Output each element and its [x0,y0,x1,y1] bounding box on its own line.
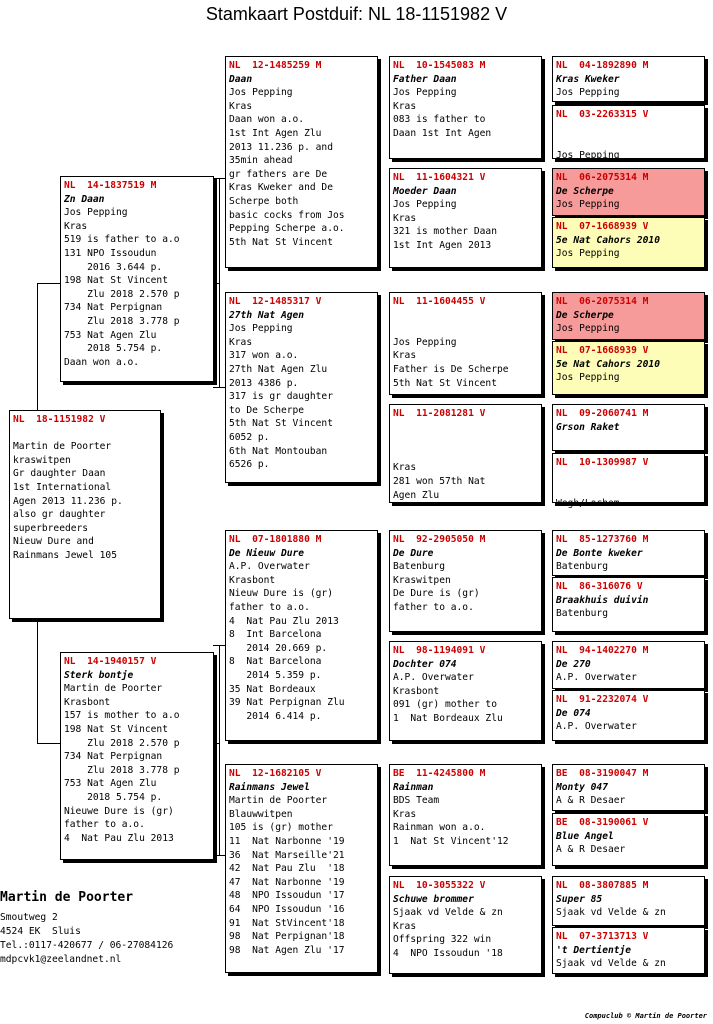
card-line: Martin de Poorter [229,795,328,807]
card-line: 734 Nat Perpignan [64,302,163,314]
pigeon-card-fff [389,56,542,159]
card-line: 35min ahead [229,155,293,167]
card-line: A & R Desaer [556,844,626,856]
pigeon-card-g16 [552,927,705,974]
card-line: 6th Nat Montouban [229,445,328,457]
pigeon-card-g4 [552,217,705,268]
card-line: 2014 5.359 p. [229,669,322,681]
pigeon-card-fmm [389,404,542,503]
ring-number: NL 07-1668939 V [556,345,649,356]
card-line: 2018 5.754 p. [64,791,163,803]
pigeon-card-mf [225,530,378,741]
card-line: Jos Pepping [556,87,620,99]
card-line: Jos Pepping [393,336,457,348]
pigeon-card-g10 [552,577,705,632]
card-line [13,427,157,441]
ring-number: NL 10-3055322 V [393,880,486,891]
card-line: 2013 11.236 p. and [229,141,333,153]
card-line: Offspring 322 win [393,934,492,946]
pigeon-name: Moeder Daan [393,185,457,197]
card-line: Daan 1st Int Agen [393,127,492,139]
card-line: 5th Nat St Vincent [229,236,333,248]
card-line: Kras Kweker and De [229,182,333,194]
card-line: 1st Int Agen 2013 [393,239,492,251]
ring-number: NL 04-1892890 M [556,60,649,71]
connector-line [37,618,38,743]
card-line: 1st Int Agen Zlu [229,127,322,139]
blank-line [556,483,701,497]
pigeon-card-g6 [552,341,705,395]
ring-number: NL 98-1194091 V [393,645,486,656]
card-line: 4 Nat Pau Zlu 2013 [229,615,339,627]
card-line: Scherpe both [229,195,299,207]
card-line: De Dure is (gr) [393,588,480,600]
pigeon-name: Kras Kweker [556,73,620,85]
card-line: 734 Nat Perpignan [64,751,163,763]
card-line: 5th Nat St Vincent [229,418,333,430]
card-line [556,122,701,136]
card-line: Jos Pepping [556,149,620,161]
card-line: 39 Nat Perpignan Zlu [229,697,345,709]
card-line: Zlu 2018 2.570 p [64,288,180,300]
card-line: 083 is father to [393,114,486,126]
ring-number: BE 08-3190047 M [556,768,649,779]
card-line: 519 is father to a.o [64,234,180,246]
pigeon-card-mm [225,764,378,973]
card-line: Kras [393,462,417,474]
ring-number: NL 85-1273760 M [556,534,649,545]
card-line: Kras [64,220,88,232]
card-line: Jos Pepping [556,372,620,384]
card-line: father to a.o. [64,819,145,831]
ring-number: BE 11-4245800 M [393,768,486,779]
card-line: 198 Nat St Vincent [64,723,168,735]
pigeon-name: Zn Daan [64,193,105,205]
card-line: Jos Pepping [556,199,620,211]
pigeon-card-father [60,176,214,382]
card-line: 157 is mother to a.o [64,710,180,722]
card-line: Daan won a.o. [229,114,305,126]
card-line: Kras [229,336,253,348]
ring-number: NL 07-1801880 M [229,534,322,545]
pigeon-name: De 270 [556,658,591,670]
card-line: 753 Nat Agen Zlu [64,329,157,341]
card-line: Rainman won a.o. [393,822,486,834]
ring-number: NL 12-1682105 V [229,768,322,779]
ring-number: NL 12-1485259 M [229,60,322,71]
card-line: 105 is (gr) mother [229,822,333,834]
pigeon-card-mff [389,530,542,632]
card-line: Jos Pepping [393,87,457,99]
card-line: father to a.o. [229,601,310,613]
card-line: 198 Nat St Vincent [64,275,168,287]
card-line: 42 Nat Pau Zlu '18 [229,863,345,875]
card-line: A.P. Overwater [556,721,637,733]
card-line: 317 is gr daughter [229,391,333,403]
connector-line [37,743,62,744]
card-line: Batenburg [556,608,608,620]
card-line: 91 Nat StVincent'18 [229,917,345,929]
pigeon-card-g8 [552,453,705,509]
card-line: 2014 6.414 p. [229,710,322,722]
pigeon-name: Father Daan [393,73,457,85]
pigeon-card-g2 [552,105,705,159]
card-line: Sjaak vd Velde & zn [393,907,503,919]
pigeon-name: De 074 [556,707,591,719]
card-line: Gr daughter Daan [13,468,106,480]
card-line: 11 Nat Narbonne '19 [229,835,345,847]
pigeon-card-mfm [389,641,542,741]
pigeon-card-fm [225,292,378,483]
card-line: 2013 4386 p. [229,377,299,389]
card-line: to De Scherpe [229,404,305,416]
connector-line [219,178,220,387]
card-line: Pepping Scherpe a.o. [229,223,345,235]
pigeon-name: Sterk bontje [64,669,134,681]
card-line: 64 NPO Issoudun '16 [229,903,345,915]
ring-number: NL 14-1940157 V [64,656,157,667]
card-line: Daan won a.o. [64,356,140,368]
card-line: gr fathers are De [229,168,328,180]
ring-number: NL 03-2263315 V [556,109,649,120]
breeder-phone: Tel.:0117-420677 / 06-27084126 [0,940,174,951]
ring-number: NL 94-1402270 M [556,645,649,656]
card-line: Agen 2013 11.236 p. [13,495,123,507]
card-line: Blauwwitpen [229,808,293,820]
card-line: 36 Nat Marseille'21 [229,849,345,861]
card-line: 5th Nat St Vincent [393,377,497,389]
card-line: Nieuwe Dure is (gr) [64,805,174,817]
blank-line [556,135,701,149]
card-line: Kras [393,808,417,820]
card-line: 753 Nat Agen Zlu [64,778,157,790]
card-line: 6526 p. [229,459,270,471]
card-line: Nieuw Dure is (gr) [229,588,333,600]
card-line: 35 Nat Bordeaux [229,683,316,695]
card-line: 8 Nat Barcelona [229,656,322,668]
card-line: 98 Nat Perpignan'18 [229,931,345,943]
card-line: 321 is mother Daan [393,226,497,238]
ring-number: NL 08-3807885 M [556,880,649,891]
card-line [556,470,701,484]
ring-number: NL 86-316076 V [556,581,643,592]
ring-number: NL 06-2075314 M [556,172,649,183]
breeder-email: mdpcvk1@zeelandnet.nl [0,954,122,965]
card-line: Kraswitpen [393,574,451,586]
ring-number: NL 06-2075314 M [556,296,649,307]
card-line: Martin de Poorter [64,683,163,695]
pigeon-name: Super 85 [556,893,603,905]
card-line: father to a.o. [393,601,474,613]
card-line: Sjaak vd Velde & zn [556,907,666,919]
card-line: Krasbont [229,574,276,586]
footer-credit: Compuclub © Martin de Poorter [584,1012,707,1020]
pigeon-name: Rainman [393,781,434,793]
pigeon-name: De Nieuw Dure [229,547,305,559]
card-line: Jos Pepping [393,199,457,211]
card-line: 4 Nat Pau Zlu 2013 [64,832,174,844]
card-line: 48 NPO Issoudun '17 [229,890,345,902]
ring-number: NL 11-2081281 V [393,408,486,419]
card-line: Krasbont [393,685,440,697]
card-line: Krasbont [64,696,111,708]
pigeon-name: Daan [229,73,253,85]
pigeon-name: Monty 047 [556,781,608,793]
card-line: Zlu 2018 3.778 p [64,315,180,327]
pigeon-card-g3 [552,168,705,216]
ring-number: NL 92-2905050 M [393,534,486,545]
card-line [393,434,538,448]
pigeon-card-g11 [552,641,705,689]
breeder-name: Martin de Poorter [0,890,134,905]
card-line: superbreeders [13,522,89,534]
breeder-info [0,890,173,967]
pigeon-name: Grson Raket [556,421,620,433]
card-line: Martin de Poorter [13,441,112,453]
pigeon-name: Dochter 074 [393,658,457,670]
pigeon-card-fmf [389,292,542,395]
card-line: BDS Team [393,795,440,807]
ring-number: NL 14-1837519 M [64,180,157,191]
card-line: Wegh/Lochem [556,497,620,509]
pigeon-name: 5e Nat Cahors 2010 [556,234,660,246]
card-line: A.P. Overwater [229,561,310,573]
pigeon-card-mmm [389,876,542,974]
card-line: Kras [393,212,417,224]
card-line: 2016 3.644 p. [64,261,163,273]
card-line: 4 NPO Issoudun '18 [393,947,503,959]
pigeon-name: Braakhuis duivin [556,594,649,606]
pigeon-card-ffm [389,168,542,268]
ring-number: NL 10-1309987 V [556,457,649,468]
blank-line [393,448,538,462]
breeder-address: Smoutweg 2 [0,912,58,923]
card-line: Jos Pepping [556,323,620,335]
card-line [393,421,538,435]
pigeon-card-ff [225,56,378,268]
card-line: kraswitpen [13,454,71,466]
card-line: Batenburg [556,561,608,573]
breeder-city: 4524 EK Sluis [0,926,81,937]
card-line: Zlu 2018 3.778 p [64,764,180,776]
ring-number: BE 08-3190061 V [556,817,649,828]
pigeon-card-mother [60,652,214,860]
card-line: 2014 20.669 p. [229,642,328,654]
connector-line [37,283,38,411]
connector-line [37,283,62,284]
pigeon-card-g14 [552,813,705,866]
ring-number: NL 12-1485317 V [229,296,322,307]
card-line: Zlu 2018 2.570 p [64,737,180,749]
card-line: 1 Nat Bordeaux Zlu [393,712,503,724]
pigeon-card-g15 [552,876,705,926]
card-line: 6052 p. [229,431,270,443]
ring-number: NL 07-1668939 V [556,221,649,232]
pigeon-card-g1 [552,56,705,102]
ring-number: NL 11-1604321 V [393,172,486,183]
card-line: A & R Desaer [556,795,626,807]
ring-number: NL 07-3713713 V [556,931,649,942]
ring-number: NL 10-1545083 M [393,60,486,71]
ring-number: NL 11-1604455 V [393,296,486,307]
pigeon-name: De Bonte kweker [556,547,643,559]
ring-number: NL 09-2060741 M [556,408,649,419]
pigeon-name: 't Dertientje [556,944,632,956]
pigeon-card-g7 [552,404,705,451]
pigeon-name: 5e Nat Cahors 2010 [556,358,660,370]
ring-number: NL 91-2232074 V [556,694,649,705]
pigeon-name: Rainmans Jewel [229,781,310,793]
card-line: Nieuw Dure and [13,536,94,548]
pigeon-card-g12 [552,690,705,741]
pigeon-name: De Dure [393,547,434,559]
pigeon-name: De Scherpe [556,185,614,197]
card-line: 131 NPO Issoudun [64,247,157,259]
card-line: 091 (gr) mother to [393,699,497,711]
pigeon-card-g13 [552,764,705,811]
card-line: 47 Nat Narbonne '19 [229,876,345,888]
pigeon-card-g9 [552,530,705,576]
pigeon-card-subject [9,410,161,619]
card-line: A.P. Overwater [556,672,637,684]
card-line: Father is De Scherpe [393,363,509,375]
ring-number: NL 18-1151982 V [13,414,106,425]
card-line: Jos Pepping [64,207,128,219]
card-line: Kras [393,920,417,932]
card-line: Sjaak vd Velde & zn [556,958,666,970]
card-line: 281 won 57th Nat [393,475,486,487]
card-line: 8 Int Barcelona [229,629,322,641]
pigeon-name: Schuwe brommer [393,893,474,905]
card-line: 1 Nat St Vincent'12 [393,835,509,847]
card-line: 2018 5.754 p. [64,343,163,355]
blank-line [393,322,538,336]
pigeon-name: Blue Angel [556,830,614,842]
pigeon-card-mmf [389,764,542,866]
card-line: 98 Nat Agen Zlu '17 [229,944,345,956]
card-line: Jos Pepping [229,87,293,99]
card-line: Kras [393,350,417,362]
card-line: Jos Pepping [556,248,620,260]
card-line: Batenburg [393,561,445,573]
card-line: Agen Zlu [393,489,440,501]
card-line: Kras [393,100,417,112]
card-line: A.P. Overwater [393,672,474,684]
pigeon-name: De Scherpe [556,309,614,321]
card-line: basic cocks from Jos [229,209,345,221]
card-line: also gr daughter [13,509,106,521]
card-line: Rainmans Jewel 105 [13,549,117,561]
card-line [393,309,538,323]
card-line: Jos Pepping [229,323,293,335]
card-line: 27th Nat Agen Zlu [229,363,328,375]
pigeon-card-g5 [552,292,705,340]
card-line: 317 won a.o. [229,350,299,362]
pigeon-name: 27th Nat Agen [229,309,305,321]
card-line: Kras [229,100,253,112]
connector-line [219,645,220,855]
card-line: 1st International [13,481,112,493]
page-title: Stamkaart Postduif: NL 18-1151982 V [205,4,508,24]
